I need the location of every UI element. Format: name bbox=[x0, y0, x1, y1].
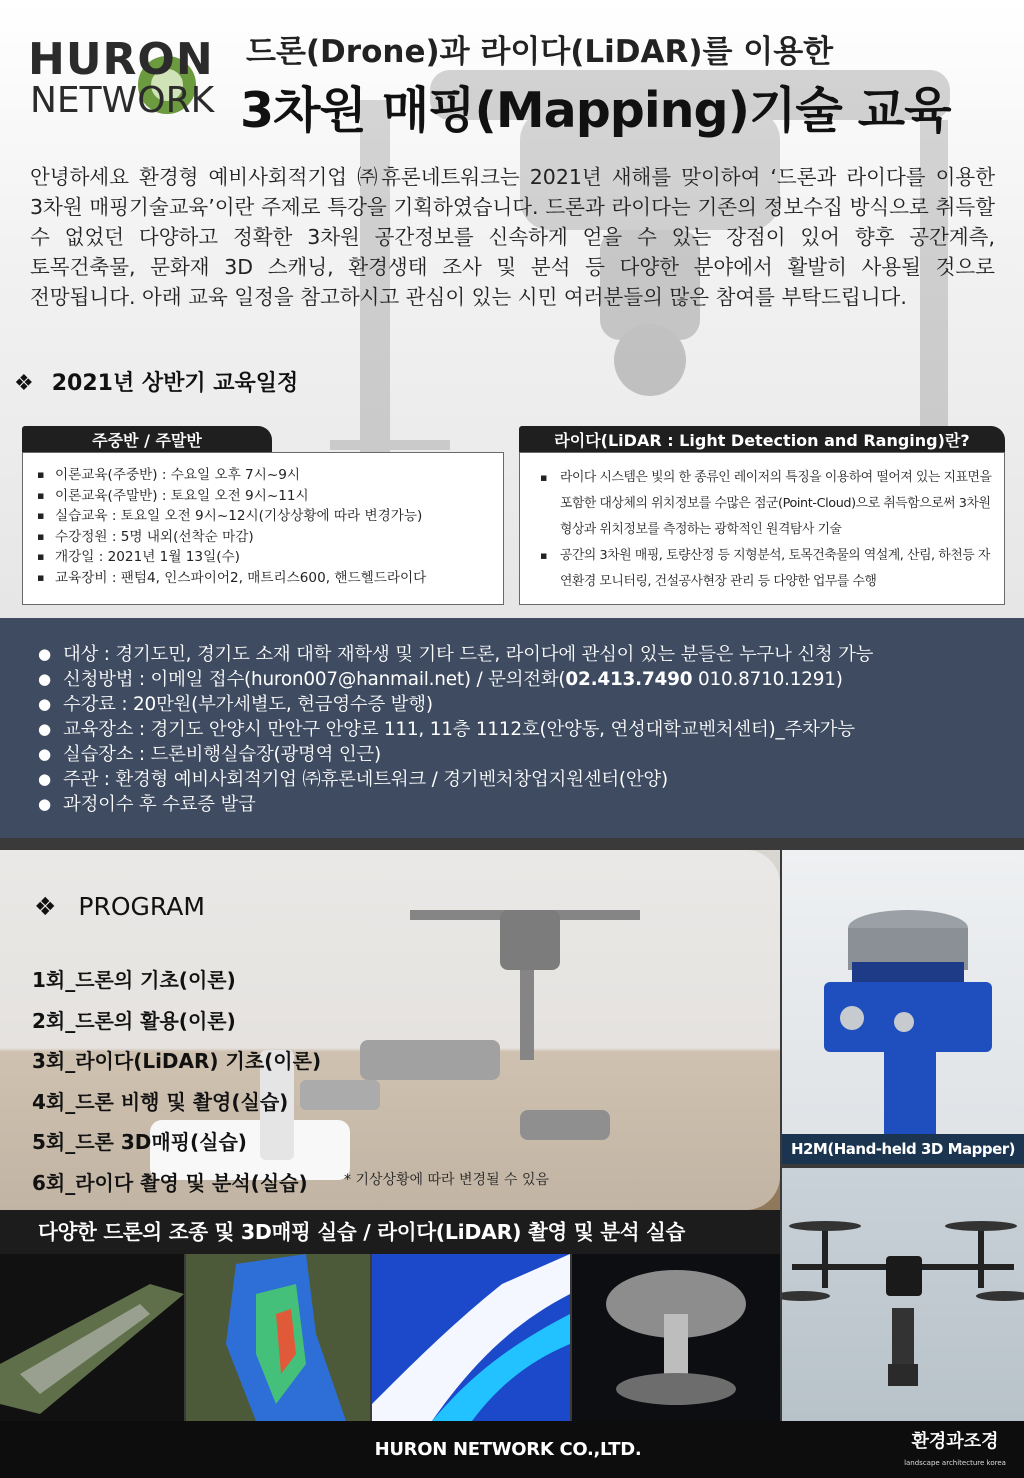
program-heading bbox=[34, 892, 205, 921]
watermark-korean: 환경과조경 bbox=[911, 1431, 999, 1452]
list-item: ▪ 교육장비 : 팬텀4, 인스파이어2, 매트리스600, 핸드헬드라이다 bbox=[37, 568, 493, 589]
info-host: ● 주관 : 환경형 예비사회적기업 ㈜휴론네트워크 / 경기벤처창업지원센터(안양) bbox=[38, 767, 1024, 792]
diamond-bullet-icon: ❖ bbox=[14, 371, 34, 396]
schedule-heading-text: 2021년 상반기 교육일정 bbox=[51, 371, 299, 396]
info-target: ● 대상 : 경기도민, 경기도 소재 대학 재학생 및 기타 드론, 라이다에 관심이 있는 분들은 누구나 신청 가능 bbox=[38, 642, 1024, 667]
point-cloud-bridge-image bbox=[0, 1254, 184, 1421]
program-section bbox=[0, 838, 1024, 1421]
list-item: ▪ 공간의 3차원 매핑, 토량산정 등 지형분석, 토목건축물의 역설계, 산림, 하천등 자연환경 모니터링, 건설공사현장 관리 등 다양한 업무를 수행 bbox=[534, 543, 994, 595]
session-item: 2회_드론의 활용(이론) bbox=[32, 1008, 236, 1033]
schedule-box bbox=[22, 452, 504, 605]
h2m-device-photo bbox=[782, 850, 1024, 1140]
list-item: ▪ 라이다 시스템은 빛의 한 종류인 레이저의 특징을 이용하여 떨어져 있는 지표면을 포함한 대상체의 위치정보를 수많은 점군(Point-Cloud)으로 취득함으로써 3차원 형상과 위치정보를 측정하는 광학적인 원격탐사 기술 bbox=[534, 465, 994, 543]
session-item: 4회_드론 비행 및 촬영(실습) bbox=[32, 1089, 289, 1114]
info-fee: ● 수강료 : 20만원(부가세별도, 현금영수증 발행) bbox=[38, 692, 1024, 717]
weather-note: * 기상상황에 따라 변경될 수 있음 bbox=[344, 1172, 550, 1188]
program-session-list bbox=[32, 960, 321, 1203]
tree-scan-image bbox=[572, 1254, 780, 1421]
schedule-heading bbox=[14, 366, 298, 397]
course-info-band bbox=[0, 618, 1024, 838]
session-item: 1회_드론의 기초(이론) bbox=[32, 968, 236, 992]
apply-text: 신청방법 : 이메일 접수(huron007@hanmail.net) / 문의전화( bbox=[63, 669, 566, 690]
hexacopter-photo bbox=[782, 1168, 1024, 1421]
info-place: ● 교육장소 : 경기도 안양시 만안구 안양로 111, 11층 1112호(안양동, 연성대학교벤처센터)_주차가능 bbox=[38, 717, 1024, 742]
lidar-river-image bbox=[372, 1254, 570, 1421]
footer bbox=[0, 1421, 1024, 1478]
session-item: 5회_드론 3D매핑(실습) bbox=[32, 1130, 247, 1154]
elevation-map-image bbox=[186, 1254, 370, 1421]
diamond-bullet-icon: ❖ bbox=[34, 892, 57, 921]
weekday-weekend-title: 주중반 / 주말반 bbox=[22, 426, 272, 455]
drones-table-photo bbox=[0, 850, 780, 1210]
watermark-english: landscape architecture korea bbox=[904, 1459, 1006, 1467]
phone-primary: 02.413.7490 bbox=[565, 669, 693, 690]
page-title: 3차원 매핑(Mapping)기술 교육 bbox=[240, 82, 951, 139]
list-item: ▪ 개강일 : 2021년 1월 13일(수) bbox=[37, 547, 493, 568]
lidar-definition-title: 라이다(LiDAR : Light Detection and Ranging)란? bbox=[519, 426, 1005, 455]
huron-logo bbox=[28, 34, 224, 124]
list-item: ▪ 실습교육 : 토요일 오전 9시~12시(기상상황에 따라 변경가능) bbox=[37, 506, 493, 527]
page-subtitle: 드론(Drone)과 라이다(LiDAR)를 이용한 bbox=[246, 34, 834, 70]
lidar-definition-box bbox=[519, 452, 1005, 605]
program-heading-text: PROGRAM bbox=[78, 892, 205, 921]
list-item: ▪ 이론교육(주중반) : 수요일 오후 7시~9시 bbox=[37, 465, 493, 486]
logo-line2: NETWORK bbox=[30, 80, 215, 121]
publisher-watermark bbox=[900, 1425, 1010, 1468]
list-item: ▪ 이론교육(주말반) : 토요일 오전 9시~11시 bbox=[37, 486, 493, 507]
company-name: HURON NETWORK CO.,LTD. bbox=[374, 1439, 642, 1460]
info-practice: ● 실습장소 : 드론비행실습장(광명역 인근) bbox=[38, 742, 1024, 767]
info-cert: ● 과정이수 후 수료증 발급 bbox=[38, 792, 1024, 817]
intro-section bbox=[0, 0, 1024, 618]
session-item: 3회_라이다(LiDAR) 기초(이론) bbox=[32, 1049, 322, 1073]
h2m-device-label: H2M(Hand-held 3D Mapper) bbox=[782, 1134, 1024, 1164]
practice-banner: 다양한 드론의 조종 및 3D매핑 실습 / 라이다(LiDAR) 촬영 및 분석 실습 bbox=[0, 1210, 780, 1254]
info-apply bbox=[38, 667, 1024, 692]
phone-secondary: 010.8710.1291) bbox=[692, 669, 843, 690]
session-item: 6회_라이다 촬영 및 분석(실습) bbox=[32, 1170, 308, 1195]
logo-line1: HURON bbox=[28, 34, 214, 85]
list-item: ▪ 수강정원 : 5명 내외(선착순 마감) bbox=[37, 527, 493, 548]
intro-paragraph: 안녕하세요 환경형 예비사회적기업 ㈜휴론네트워크는 2021년 새해를 맞이하여 ‘드론과 라이다를 이용한 3차원 매핑기술교육’이란 주제로 특강을 기획하였습니다. 드론과 라이다는 기존의 정보수집 방식으로 취득할 수 없었던 다양하고 정확한 3차원 공간정보를 신속하게 얻을 수 있는 장점이 있어 향후 공간계측, 토목건축물, 문화재 3D 스캐닝, 환경생태 조사 및 분석 등 다양한 분야에서 활발히 사용될 것으로 전망됩니다. 아래 교육 일정을 참고하시고 관심이 있는 시민 여러분들의 많은 참여를 부탁드립니다. bbox=[30, 165, 995, 309]
